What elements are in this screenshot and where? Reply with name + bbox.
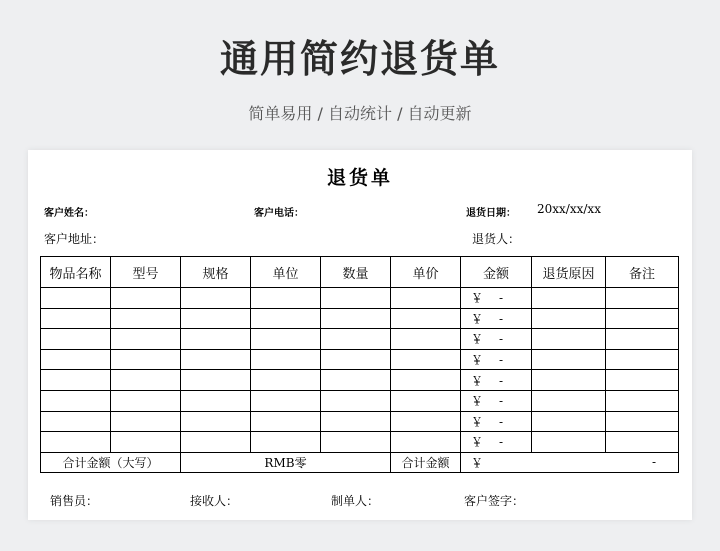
table-cell[interactable] — [532, 370, 606, 391]
table-cell[interactable] — [532, 411, 606, 432]
table-cell[interactable] — [41, 432, 111, 453]
table-cell[interactable] — [41, 349, 111, 370]
table-cell[interactable] — [606, 288, 679, 309]
total-row — [41, 452, 679, 473]
table-row — [41, 370, 679, 391]
amount-value: - — [499, 435, 504, 450]
table-cell[interactable] — [606, 432, 679, 453]
table-cell[interactable] — [181, 411, 251, 432]
table-cell[interactable] — [41, 390, 111, 411]
amount-symbol: ￥ — [471, 332, 484, 347]
col-header-unit: 单位 — [251, 257, 321, 288]
table-cell[interactable] — [111, 411, 181, 432]
table-cell[interactable] — [111, 349, 181, 370]
table-cell[interactable] — [111, 329, 181, 350]
col-header-model: 型号 — [111, 257, 181, 288]
col-header-remarks: 备注 — [606, 257, 679, 288]
form-title: 退货单 — [326, 167, 393, 189]
preparer-label: 制单人： — [331, 494, 380, 508]
table-cell[interactable] — [251, 288, 321, 309]
table-cell[interactable] — [391, 329, 461, 350]
table-cell[interactable] — [251, 411, 321, 432]
table-cell[interactable] — [391, 370, 461, 391]
table-cell[interactable] — [532, 349, 606, 370]
table-cell[interactable] — [606, 411, 679, 432]
col-header-spec: 规格 — [181, 257, 251, 288]
table-row — [41, 288, 679, 309]
table-cell[interactable] — [606, 329, 679, 350]
table-row — [41, 329, 679, 350]
amount-value: - — [499, 332, 504, 347]
amount-value: - — [499, 353, 504, 368]
amount-symbol: ￥ — [471, 291, 484, 306]
table-row — [41, 432, 679, 453]
table-cell[interactable] — [461, 411, 532, 432]
amount-value: - — [499, 394, 504, 409]
table-cell[interactable] — [391, 349, 461, 370]
table-cell[interactable] — [391, 411, 461, 432]
table-cell[interactable] — [111, 370, 181, 391]
amount-value: - — [499, 291, 504, 306]
amount-symbol: ￥ — [471, 414, 484, 429]
amount-symbol: ￥ — [471, 353, 484, 368]
salesperson-label: 销售员： — [50, 494, 99, 508]
customer-name-label: 客户姓名： — [44, 208, 94, 219]
table-row — [41, 349, 679, 370]
table-cell[interactable] — [532, 432, 606, 453]
col-header-quantity: 数量 — [321, 257, 391, 288]
customer-address-label: 客户地址： — [44, 232, 105, 246]
table-cell[interactable] — [321, 390, 391, 411]
table-cell[interactable] — [606, 370, 679, 391]
amount-symbol: ￥ — [471, 373, 484, 388]
table-cell[interactable] — [251, 329, 321, 350]
col-header-amount: 金额 — [461, 257, 532, 288]
table-cell[interactable] — [251, 370, 321, 391]
table-cell[interactable] — [532, 390, 606, 411]
table-row — [41, 411, 679, 432]
table-cell[interactable] — [111, 390, 181, 411]
table-cell[interactable] — [251, 432, 321, 453]
table-cell[interactable] — [111, 308, 181, 329]
return-date-label: 退货日期： — [466, 208, 516, 219]
page-subtitle: 简单易用 / 自动统计 / 自动更新 — [248, 104, 472, 123]
table-cell[interactable] — [181, 349, 251, 370]
total-sum-symbol: ￥ — [471, 456, 484, 471]
table-cell[interactable] — [606, 390, 679, 411]
table-cell[interactable] — [461, 308, 532, 329]
table-cell[interactable] — [391, 432, 461, 453]
table-cell[interactable] — [461, 288, 532, 309]
table-cell[interactable] — [111, 432, 181, 453]
table-cell[interactable] — [391, 390, 461, 411]
table-cell[interactable] — [251, 308, 321, 329]
table-cell[interactable] — [181, 432, 251, 453]
total-sum-value: - — [651, 454, 656, 469]
table-cell[interactable] — [41, 308, 111, 329]
customer-signature-label: 客户签字： — [464, 494, 525, 508]
table-cell[interactable] — [41, 370, 111, 391]
returner-label: 退货人： — [472, 232, 521, 246]
amount-value: - — [499, 414, 504, 429]
table-cell[interactable] — [321, 411, 391, 432]
table-cell[interactable] — [606, 349, 679, 370]
table-cell[interactable] — [461, 329, 532, 350]
table-cell[interactable] — [181, 329, 251, 350]
table-cell[interactable] — [321, 349, 391, 370]
table-cell[interactable] — [391, 308, 461, 329]
total-sum-cell[interactable] — [461, 452, 679, 473]
table-cell[interactable] — [181, 370, 251, 391]
table-cell[interactable] — [111, 288, 181, 309]
receiver-label: 接收人： — [190, 494, 239, 508]
col-header-item-name: 物品名称 — [41, 257, 111, 288]
table-cell[interactable] — [41, 288, 111, 309]
page-title: 通用简约退货单 — [219, 37, 500, 81]
table-cell[interactable] — [461, 349, 532, 370]
table-cell[interactable] — [181, 390, 251, 411]
table-cell[interactable] — [532, 329, 606, 350]
return-date-value[interactable]: 20xx/xx/xx — [537, 202, 601, 216]
table-cell[interactable] — [321, 288, 391, 309]
table-cell[interactable] — [321, 370, 391, 391]
table-cell[interactable] — [532, 288, 606, 309]
amount-symbol: ￥ — [471, 394, 484, 409]
total-sum-label: 合计金额 — [391, 452, 461, 473]
table-cell[interactable] — [461, 390, 532, 411]
return-form-card — [28, 150, 692, 520]
table-cell[interactable] — [251, 390, 321, 411]
col-header-return-reason: 退货原因 — [532, 257, 606, 288]
total-uppercase-label: 合计金额（大写） — [41, 452, 181, 473]
table-row — [41, 308, 679, 329]
table-row — [41, 390, 679, 411]
amount-value: - — [499, 373, 504, 388]
table-header-row — [41, 257, 679, 288]
table-cell[interactable] — [181, 308, 251, 329]
table-cell[interactable] — [321, 432, 391, 453]
table-cell[interactable] — [181, 288, 251, 309]
table-cell[interactable] — [461, 370, 532, 391]
table-cell[interactable] — [251, 349, 321, 370]
table-cell[interactable] — [532, 308, 606, 329]
table-cell[interactable] — [41, 411, 111, 432]
table-cell[interactable] — [461, 432, 532, 453]
amount-symbol: ￥ — [471, 311, 484, 326]
table-cell[interactable] — [321, 329, 391, 350]
table-cell[interactable] — [41, 329, 111, 350]
col-header-unit-price: 单价 — [391, 257, 461, 288]
table-cell[interactable] — [391, 288, 461, 309]
table-cell[interactable] — [606, 308, 679, 329]
total-uppercase-value[interactable]: RMB零 — [181, 452, 391, 473]
table-cell[interactable] — [321, 308, 391, 329]
amount-symbol: ￥ — [471, 435, 484, 450]
return-items-table — [40, 256, 679, 473]
customer-phone-label: 客户电话： — [254, 208, 304, 219]
amount-value: - — [499, 311, 504, 326]
